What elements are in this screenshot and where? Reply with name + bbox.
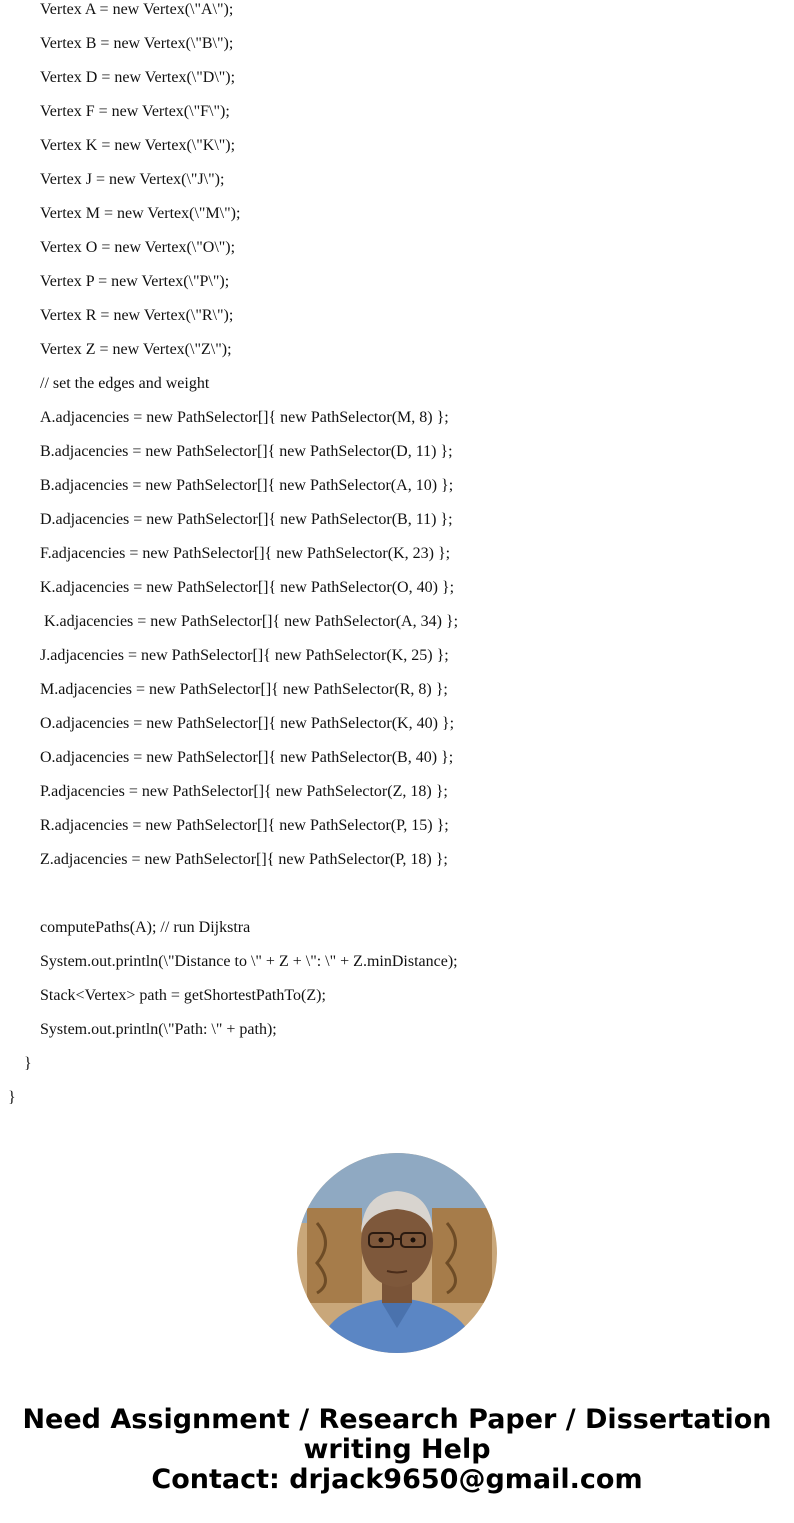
code-line: Vertex P = new Vertex(\"P\"); [40,273,230,290]
code-closing-brace: } [24,1055,32,1072]
code-line: A.adjacencies = new PathSelector[]{ new PathSelector(M, 8) }; [40,409,449,426]
avatar [297,1153,497,1353]
code-line: Vertex F = new Vertex(\"F\"); [40,103,230,120]
code-line: O.adjacencies = new PathSelector[]{ new PathSelector(K, 40) }; [40,715,455,732]
code-line: Vertex O = new Vertex(\"O\"); [40,239,236,256]
code-closing-brace: } [8,1089,16,1106]
code-line: Vertex K = new Vertex(\"K\"); [40,137,236,154]
code-line: Z.adjacencies = new PathSelector[]{ new PathSelector(P, 18) }; [40,851,448,868]
code-line: D.adjacencies = new PathSelector[]{ new PathSelector(B, 11) }; [40,511,453,528]
promo-heading: writing Help [303,1434,491,1465]
code-line: Vertex Z = new Vertex(\"Z\"); [40,341,232,358]
code-line: Vertex B = new Vertex(\"B\"); [40,35,234,52]
code-line: Vertex M = new Vertex(\"M\"); [40,205,241,222]
code-line: K.adjacencies = new PathSelector[]{ new PathSelector(A, 34) }; [40,613,459,630]
code-line: computePaths(A); // run Dijkstra [40,919,251,936]
code-line: B.adjacencies = new PathSelector[]{ new PathSelector(A, 10) }; [40,477,454,494]
code-line: K.adjacencies = new PathSelector[]{ new PathSelector(O, 40) }; [40,579,455,596]
code-comment: // set the edges and weight [40,375,210,392]
code-line: System.out.println(\"Path: \" + path); [40,1021,277,1038]
code-line: O.adjacencies = new PathSelector[]{ new PathSelector(B, 40) }; [40,749,454,766]
code-line: M.adjacencies = new PathSelector[]{ new PathSelector(R, 8) }; [40,681,448,698]
code-line: J.adjacencies = new PathSelector[]{ new PathSelector(K, 25) }; [40,647,449,664]
code-line: B.adjacencies = new PathSelector[]{ new PathSelector(D, 11) }; [40,443,453,460]
code-line: System.out.println(\"Distance to \" + Z + \": \" + Z.minDistance); [40,953,458,970]
code-line: P.adjacencies = new PathSelector[]{ new PathSelector(Z, 18) }; [40,783,448,800]
code-line: Vertex D = new Vertex(\"D\"); [40,69,236,86]
code-line: R.adjacencies = new PathSelector[]{ new PathSelector(P, 15) }; [40,817,449,834]
promo-heading: Need Assignment / Research Paper / Dissertation [22,1404,772,1435]
author-portrait [297,1153,497,1353]
code-line: Stack<Vertex> path = getShortestPathTo(Z); [40,987,326,1004]
code-line: F.adjacencies = new PathSelector[]{ new PathSelector(K, 23) }; [40,545,451,562]
code-line: Vertex R = new Vertex(\"R\"); [40,307,234,324]
code-line: Vertex J = new Vertex(\"J\"); [40,171,225,188]
code-line: Vertex A = new Vertex(\"A\"); [40,1,234,18]
promo-contact: Contact: drjack9650@gmail.com [151,1464,643,1495]
